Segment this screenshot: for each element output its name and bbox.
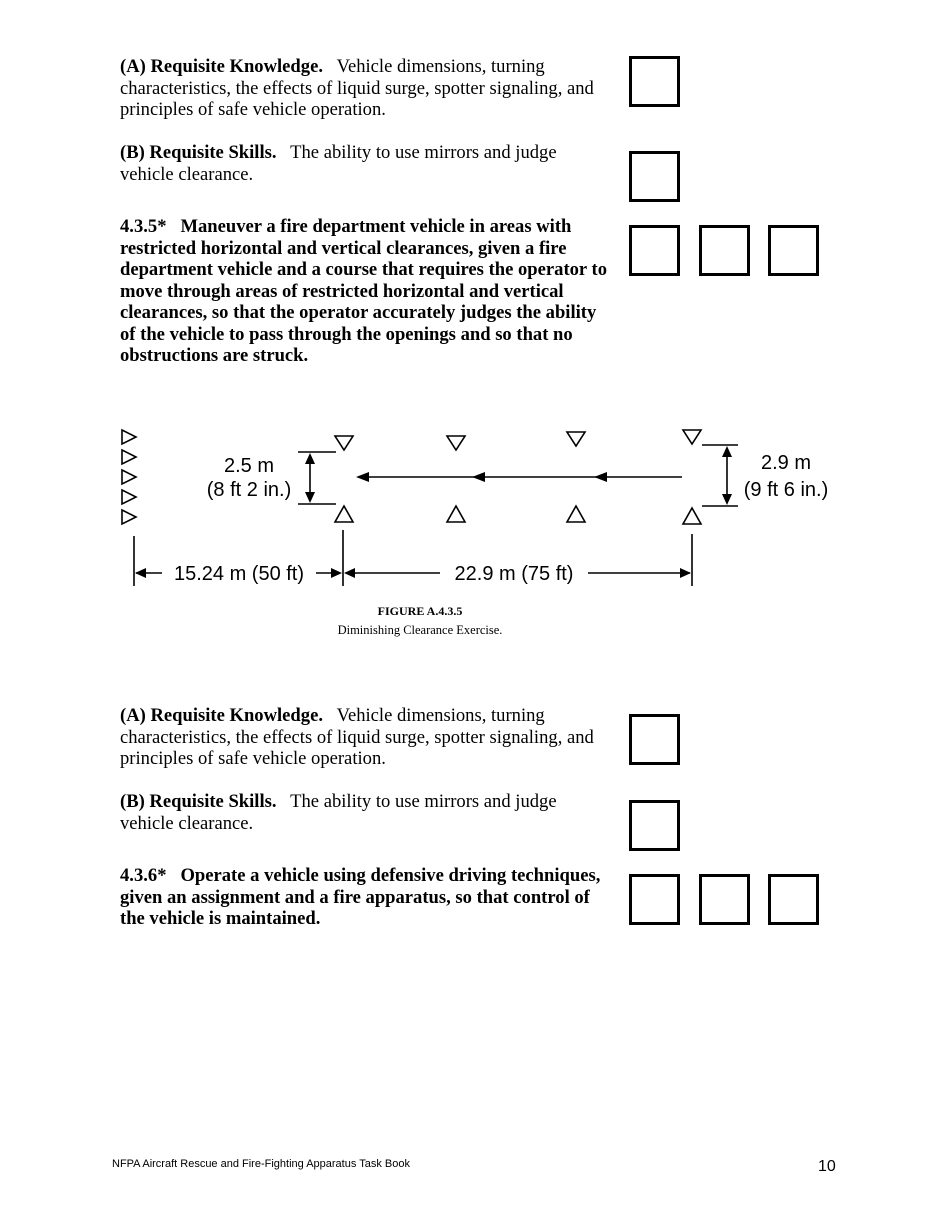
dist2-arrow-left [344,568,355,578]
start-cone-5 [122,510,136,524]
requisite-skills-2 [120,791,612,834]
knowledge-text-1: Vehicle dimensions, turning characteristics, the effects of liquid surge, spotter signaling, and principles of safe vehicle operation. [120,56,594,120]
bottom-cone-2 [447,506,465,522]
dist1-arrow-left [135,568,146,578]
start-cone-4 [122,490,136,504]
left-dim-arrow-down [305,492,315,503]
bottom-cone-1 [335,506,353,522]
task-text-1: Maneuver a fire department vehicle in areas with restricted horizontal and vertical clearances, given a fire department vehicle and a course that requires the operator to move through areas of restricted horizontal and vertical clearances, so that the operator accurately judges the ability of the vehicle to pass through the openings and so that no obstructions are struck. [120,216,607,366]
bottom-cone-3 [567,506,585,522]
left-width-imperial: (8 ft 2 in.) [206,479,292,501]
top-cone-4 [683,430,701,444]
task-4-3-6 [120,865,612,930]
page-number: 10 [818,1158,836,1175]
knowledge-checkbox-1[interactable] [629,56,680,107]
task-checkbox-2c[interactable] [768,874,819,925]
figure-title: FIGURE A.4.3.5 [377,604,463,618]
skills-checkbox-1[interactable] [629,151,680,202]
skills-text-2: The ability to use mirrors and judge vehicle clearance. [120,791,557,834]
task-text-2: Operate a vehicle using defensive driving techniques, given an assignment and a fire apparatus, so that control of the vehicle is maintained. [120,865,601,929]
task-4-3-5 [120,216,612,367]
travel-arrow-3 [594,472,607,482]
footer-title: NFPA Aircraft Rescue and Fire-Fighting Apparatus Task Book [112,1158,410,1170]
knowledge-checkbox-2[interactable] [629,714,680,765]
task-number-1: 4.3.5* [120,216,167,237]
clearance-diagram [110,420,850,600]
task-checkbox-1b[interactable] [699,225,750,276]
knowledge-label-2: (A) Requisite Knowledge. [120,705,323,726]
knowledge-text-2: Vehicle dimensions, turning characteristics, the effects of liquid surge, spotter signaling, and principles of safe vehicle operation. [120,705,594,769]
task-number-2: 4.3.6* [120,865,167,886]
start-cone-1 [122,430,136,444]
right-width-imperial: (9 ft 6 in.) [743,479,829,501]
top-cone-1 [335,436,353,450]
skills-text-1: The ability to use mirrors and judge vehicle clearance. [120,142,557,185]
left-dim-arrow-up [305,453,315,464]
dist2-arrow-right [680,568,691,578]
right-dim-arrow-up [722,446,732,457]
left-width-metric: 2.5 m [223,455,275,477]
requisite-skills-1 [120,142,612,185]
start-cone-3 [122,470,136,484]
skills-label-2: (B) Requisite Skills. [120,791,277,812]
start-cone-2 [122,450,136,464]
right-width-metric: 2.9 m [760,452,812,474]
figure-caption: Diminishing Clearance Exercise. [337,623,503,637]
top-cone-3 [567,432,585,446]
task-checkbox-2b[interactable] [699,874,750,925]
bottom-cone-4 [683,508,701,524]
top-cone-2 [447,436,465,450]
task-checkbox-1a[interactable] [629,225,680,276]
distance-2-label: 22.9 m (75 ft) [454,563,574,585]
requisite-knowledge-1 [120,56,612,121]
task-checkbox-2a[interactable] [629,874,680,925]
dist1-arrow-right [331,568,342,578]
requisite-knowledge-2 [120,705,612,770]
right-dim-arrow-down [722,494,732,505]
distance-1-label: 15.24 m (50 ft) [173,563,305,585]
task-checkbox-1c[interactable] [768,225,819,276]
skills-label-1: (B) Requisite Skills. [120,142,277,163]
travel-arrow-1 [356,472,369,482]
travel-arrow-2 [472,472,485,482]
skills-checkbox-2[interactable] [629,800,680,851]
knowledge-label-1: (A) Requisite Knowledge. [120,56,323,77]
